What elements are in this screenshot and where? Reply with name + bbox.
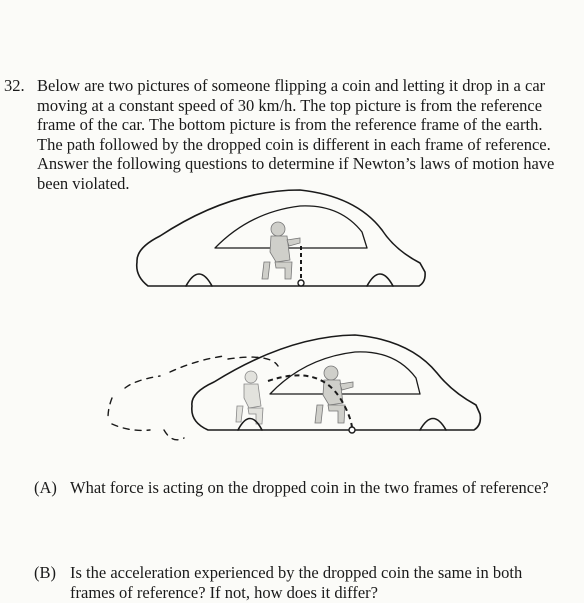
top-rear-wheel — [186, 274, 212, 286]
top-coin — [298, 280, 304, 286]
question-line: Below are two pictures of someone flipping a coin and letting it drop in a car — [37, 76, 546, 95]
part-letter: (B) — [34, 563, 56, 582]
question-line: frame of the car. The bottom picture is from the reference frame of the earth. — [37, 115, 543, 135]
question-part-a — [34, 478, 549, 498]
question-part-b — [34, 563, 522, 603]
bottom-coin — [349, 427, 355, 433]
question-line: Answer the following questions to determine if Newton’s laws of motion have — [37, 154, 555, 174]
question-line: been violated. — [37, 173, 130, 193]
part-text: Is the acceleration experienced by the dropped coin the same in both — [70, 563, 523, 582]
question-line: moving at a constant speed of 30 km/h. The top picture is from the reference — [37, 95, 543, 115]
top-person-figure — [262, 222, 300, 279]
top-front-wheel — [367, 274, 393, 286]
question-number: 32. — [4, 76, 25, 95]
ghost-person-figure — [236, 371, 263, 424]
question-line: The path followed by the dropped coin is different in each frame of reference. — [37, 134, 551, 154]
part-text: frames of reference? If not, how does it differ? — [70, 583, 379, 602]
part-letter: (A) — [34, 478, 57, 497]
bottom-front-wheel — [420, 419, 446, 431]
part-text: What force is acting on the dropped coin in the two frames of reference? — [70, 478, 549, 497]
